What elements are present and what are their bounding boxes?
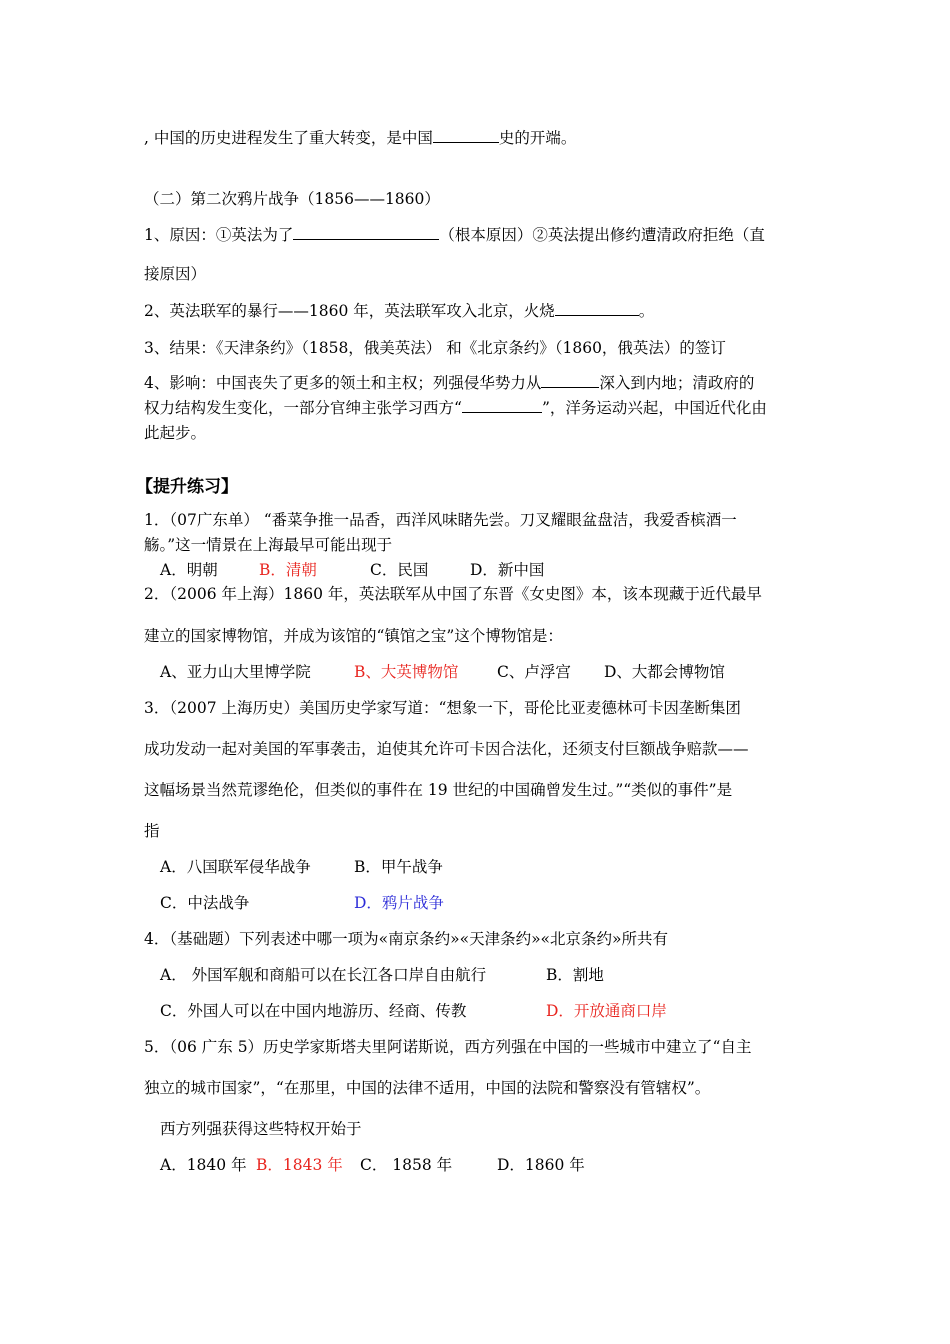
item-4 [144,373,754,393]
section-title: （二）第二次鸦片战争（1856——1860） [144,190,440,208]
question-3-cont1: 成功发动一起对美国的军事袭击，迫使其允许可卡因合法化，还须支付巨额战争赔款—— [144,740,749,758]
question-3: 3．（2007 上海历史）美国历史学家写道：“想象一下，哥伦比亚麦德林可卡因垄断集团 [144,699,741,717]
q4-option-a: A． 外国军舰和商船可以在长江各口岸自由航行 [160,966,487,984]
q2-option-d: D、大都会博物馆 [604,663,725,681]
question-5: 5．（06 广东 5）历史学家斯塔夫里阿诺斯说，西方列强在中国的一些城市中建立了“自主 [144,1038,752,1056]
q1-option-b-answer: B．清朝 [259,561,317,579]
item-2-end: 。 [638,302,655,320]
fill-blank [555,301,639,316]
q5-option-a: A．1840 年 [160,1156,247,1174]
item-1-text: 1、原因：①英法为了 [144,226,294,244]
question-2: 2．（2006 年上海）1860 年，英法联军从中国了东晋《女史图》本，该本现藏于近代最早 [144,585,762,603]
item-4-text: 4、影响：中国丧失了更多的领土和主权；列强侵华势力从 [144,374,542,392]
item-1 [144,225,765,245]
intro-line [144,128,576,148]
q4-option-d-answer: D．开放通商口岸 [546,1002,667,1020]
question-2-cont: 建立的国家博物馆，并成为该馆的“镇馆之宝”这个博物馆是： [144,627,563,645]
intro-text-end: 史的开端。 [498,129,577,147]
question-5-cont2: 西方列强获得这些特权开始于 [160,1120,362,1138]
q4-option-c: C．外国人可以在中国内地游历、经商、传教 [160,1002,467,1020]
q5-option-c: C． 1858 年 [360,1156,453,1174]
item-2-text: 2、英法联军的暴行——1860 年，英法联军攻入北京，火烧 [144,302,555,320]
intro-text: , 中国的历史进程发生了重大转变，是中国 [144,129,433,147]
q2-option-a: A、亚力山大里博学院 [160,663,311,681]
q4-option-b: B．割地 [546,966,604,984]
q3-option-c: C．中法战争 [160,894,250,912]
fill-blank [433,128,499,143]
fill-blank [462,398,542,413]
q2-option-c: C、卢浮宫 [497,663,571,681]
q5-option-b-answer: B．1843 年 [256,1156,343,1174]
fill-blank [293,225,439,240]
q1-option-d: D．新中国 [470,561,545,579]
item-4-text-c: 权力结构发生变化，一部分官绅主张学习西方“ [144,399,462,417]
q3-option-b: B．甲午战争 [354,858,443,876]
question-3-cont3: 指 [144,822,160,840]
q5-option-d: D．1860 年 [497,1156,585,1174]
practice-heading: 【提升练习】 [136,477,238,497]
item-4-line3: 此起步。 [144,424,207,442]
item-1-cont: 接原因） [144,265,207,283]
q3-option-d-answer: D．鸦片战争 [354,894,444,912]
question-5-cont1: 独立的城市国家”，“在那里，中国的法律不适用，中国的法院和警察没有管辖权”。 [144,1079,711,1097]
item-1-text-b: （根本原因）②英法提出修约遭清政府拒绝（直 [439,226,765,244]
fill-blank [541,373,599,388]
item-4-line2 [144,398,767,418]
question-4: 4．（基础题）下列表述中哪一项为«南京条约»«天津条约»«北京条约»所共有 [144,930,669,948]
item-4-text-b: 深入到内地；清政府的 [599,374,755,392]
q2-option-b-answer: B、大英博物馆 [354,663,459,681]
item-2 [144,301,654,321]
q1-option-a: A．明朝 [160,561,218,579]
q3-option-a: A．八国联军侵华战争 [160,858,311,876]
question-3-cont2: 这幅场景当然荒谬绝伦，但类似的事件在 19 世纪的中国确曾发生过。”“类似的事件”是 [144,781,733,799]
question-1: 1．（07广东单） “番菜争推一品香，西洋风味睹先尝。刀叉耀眼盆盘洁，我爱香槟酒一 [144,511,737,529]
question-1-cont: 觞。”这一情景在上海最早可能出现于 [144,536,393,554]
item-4-text-d: ”，洋务运动兴起，中国近代化由 [541,399,767,417]
item-3: 3、结果：《天津条约》（1858，俄美英法） 和《北京条约》（1860，俄英法）的签订 [144,339,726,357]
q1-option-c: C．民国 [370,561,429,579]
